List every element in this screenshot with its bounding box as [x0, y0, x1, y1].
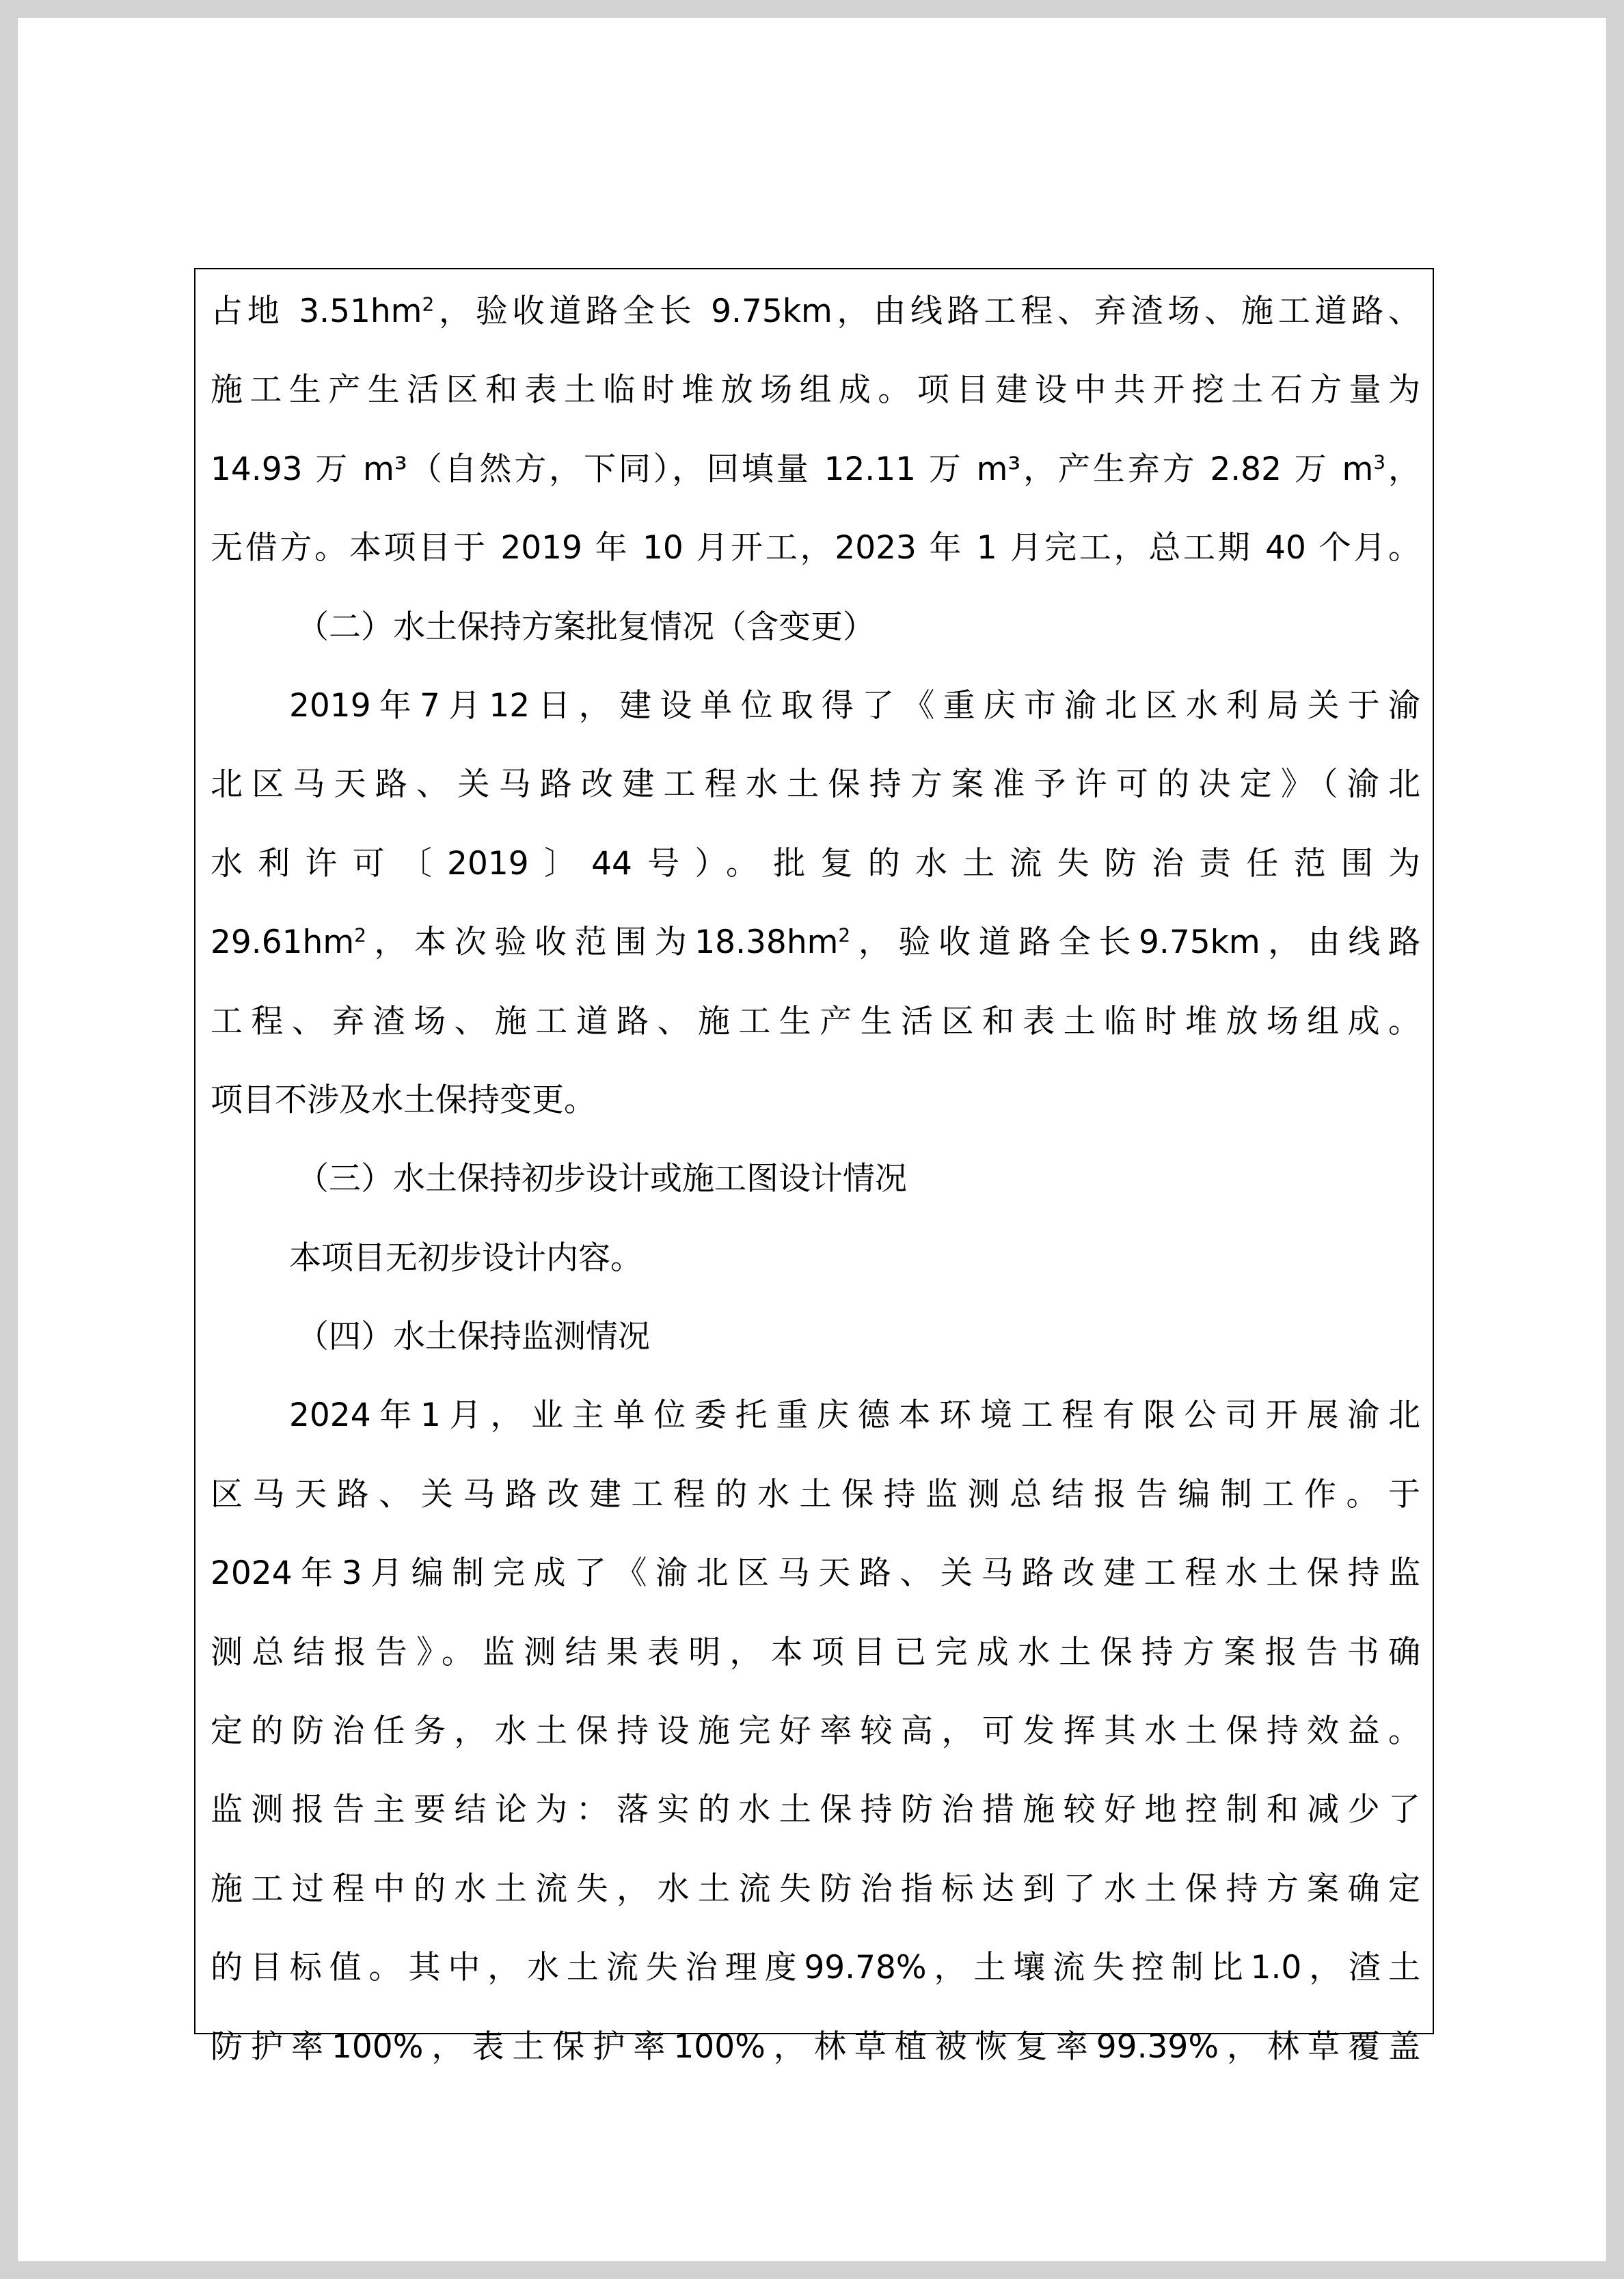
- section-heading: （二）水土保持方案批复情况（含变更）: [297, 608, 875, 646]
- paragraph-line: 本项目无初步设计内容。: [289, 1239, 642, 1277]
- paragraph-line: 2024年1月，业主单位委托重庆德本环境工程有限公司开展渝北: [289, 1397, 1420, 1435]
- paragraph-line: 施工生产生活区和表土临时堆放场组成。项目建设中共开挖土石方量为: [211, 371, 1420, 409]
- paragraph-line: 的目标值。其中，水土流失治理度99.78%，土壤流失控制比1.0，渣土: [211, 1949, 1420, 1987]
- paragraph-line: 工程、弃渣场、施工道路、施工生产生活区和表土临时堆放场组成。: [211, 1002, 1420, 1040]
- paragraph-line: 项目不涉及水土保持变更。: [211, 1081, 596, 1119]
- paragraph-line: 施工过程中的水土流失，水土流失防治指标达到了水土保持方案确定: [211, 1870, 1420, 1908]
- paragraph-line: $29.61hm^2$，本次验收范围为$18.38hm^2$，验收道路全长9.75km，由线路: [211, 923, 1420, 962]
- paragraph-line: 防护率100%，表土保护率100%，林草植被恢复率99.39%，林草覆盖: [211, 2027, 1420, 2066]
- paragraph-line: 2024年3月编制完成了《渝北区马天路、关马路改建工程水土保持监: [211, 1554, 1420, 1593]
- paragraph-line: 北区马天路、关马路改建工程水土保持方案准予许可的决定》（渝北: [211, 766, 1420, 804]
- paragraph-line: 区马天路、关马路改建工程的水土保持监测总结报告编制工作。于: [211, 1475, 1420, 1513]
- paragraph-line: 无借方。本项目于 2019 年 10 月开工，2023 年 1 月完工，总工期 40 个月。: [211, 529, 1420, 567]
- paragraph-line: 监测报告主要结论为：落实的水土保持防治措施较好地控制和减少了: [211, 1791, 1420, 1829]
- paragraph-line: 测总结报告》。监测结果表明，本项目已完成水土保持方案报告书确: [211, 1633, 1420, 1671]
- section-heading: （三）水土保持初步设计或施工图设计情况: [297, 1160, 907, 1198]
- paragraph-line: 水利许可〔2019〕44号）。批复的水土流失防治责任范围为: [211, 844, 1420, 882]
- document-body: [211, 272, 1420, 2086]
- paragraph-line: 2019年7月12日，建设单位取得了《重庆市渝北区水利局关于渝: [289, 686, 1420, 725]
- section-heading: （四）水土保持监测情况: [297, 1318, 650, 1356]
- paragraph-line: 14.93 万 m³（自然方，下同），回填量 12.11 万 m³，产生弃方 2.82 万 $m^3$，: [211, 450, 1420, 488]
- paragraph-line: 占地 $3.51hm^2$，验收道路全长 9.75km，由线路工程、弃渣场、施工道路、: [211, 293, 1420, 330]
- paragraph-line: 定的防治任务，水土保持设施完好率较高，可发挥其水土保持效益。: [211, 1712, 1420, 1751]
